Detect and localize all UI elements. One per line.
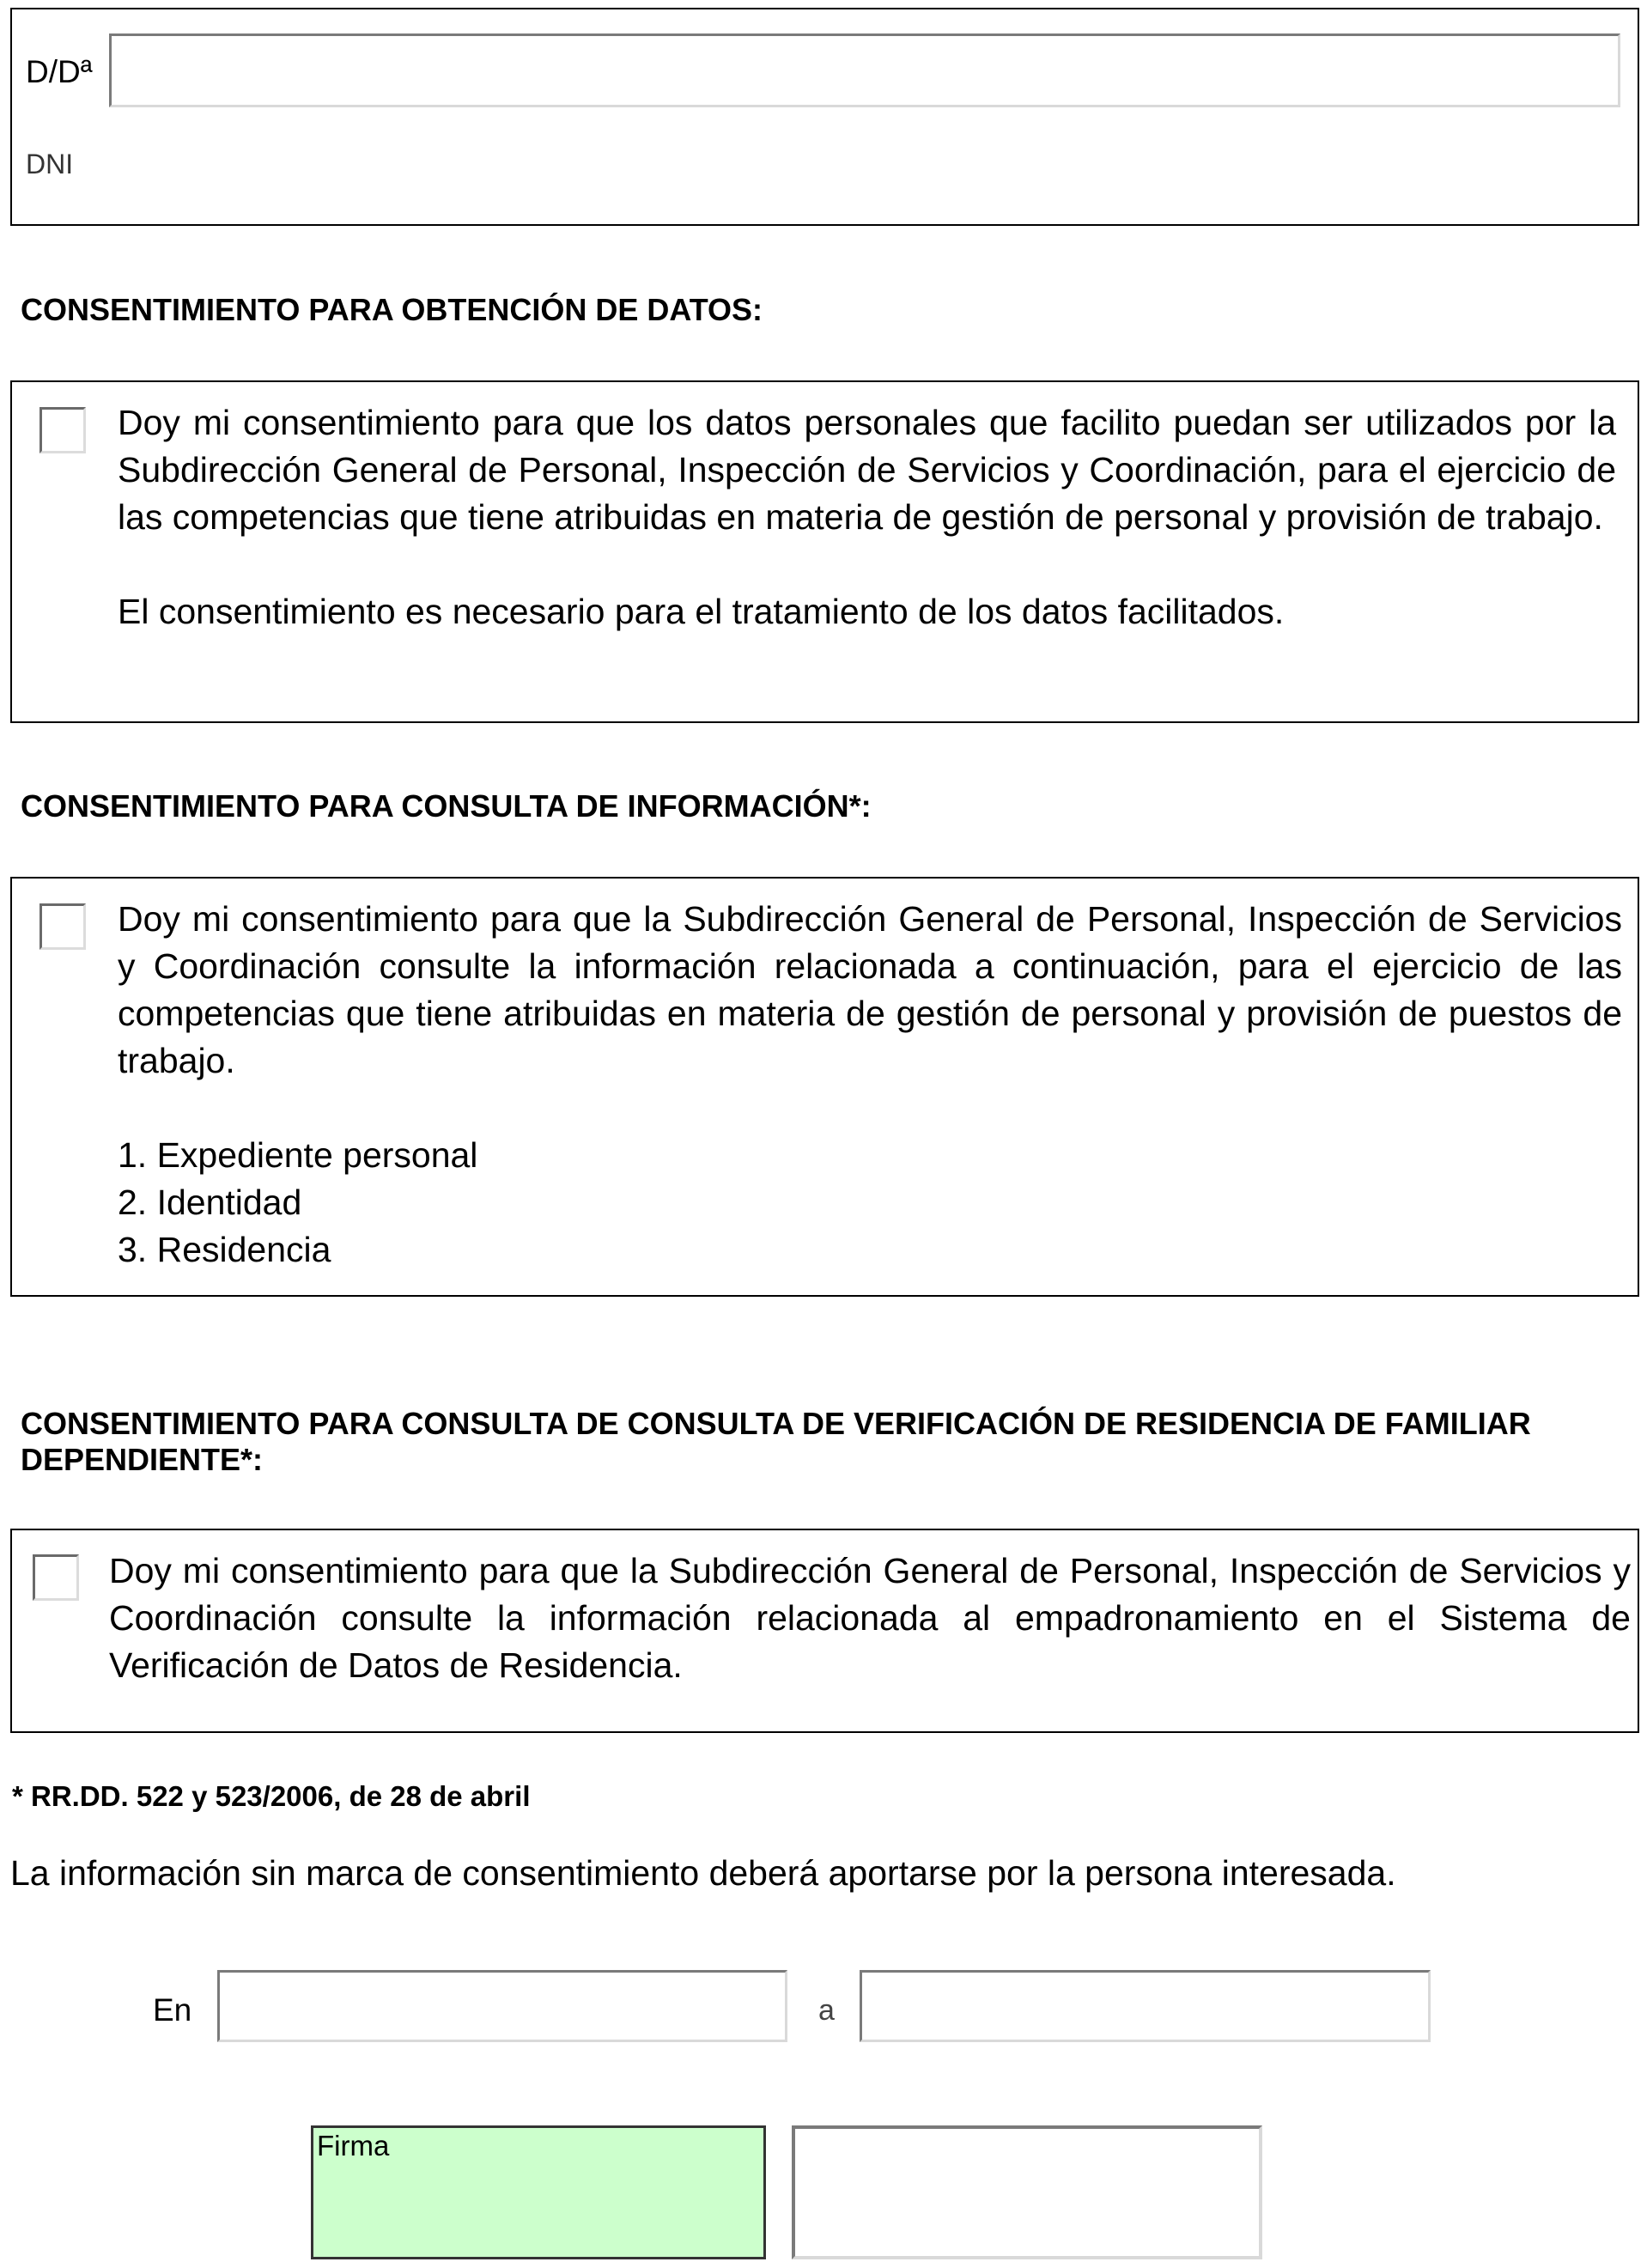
section1-consent-text: Doy mi consentimiento para que los datos personales que facilito puedan ser utilizados por la Subdirección General de Personal, Inspección de Servicios y Coordinación, para el ejercicio de las competencias que tiene atribuidas en materia de gestión de personal y provisión de trabajo. xyxy=(118,403,1616,537)
section2-consent-text: Doy mi consentimiento para que la Subdirección General de Personal, Inspección de Servicios y Coordinación consulte la información relacionada a continuación, para el ejercicio de las competencias que tiene atribuidas en materia de gestión de personal y provisión de puestos de trabajo. xyxy=(118,899,1622,1080)
signature-label-box xyxy=(311,2125,766,2259)
signature-label: Firma xyxy=(317,2130,390,2162)
list-item: 1. Expediente personal xyxy=(118,1135,478,1175)
section2-consent-checkbox[interactable] xyxy=(40,903,86,950)
section3-text xyxy=(109,1547,1631,1689)
place-label: En xyxy=(153,1992,192,2028)
name-input[interactable] xyxy=(109,33,1620,107)
section1-box xyxy=(10,380,1639,723)
section2-info-list xyxy=(118,1132,1622,1274)
section3-box xyxy=(10,1529,1639,1733)
notice-text: La información sin marca de consentimiento deberá aportarse por la persona interesada. xyxy=(10,1853,1396,1893)
section3-heading: CONSENTIMIENTO PARA CONSULTA DE CONSULTA DE VERIFICACIÓN DE RESIDENCIA DE FAMILIAR DEPENDIENTE*: xyxy=(21,1406,1531,1477)
section3-consent-text: Doy mi consentimiento para que la Subdirección General de Personal, Inspección de Servicios y Coordinación consulte la información relacionada al empadronamiento en el Sistema de Verificación de Datos de Residencia. xyxy=(109,1551,1631,1685)
date-input[interactable] xyxy=(860,1970,1431,2042)
signature-field[interactable] xyxy=(792,2125,1262,2259)
section1-heading: CONSENTIMIENTO PARA OBTENCIÓN DE DATOS: xyxy=(21,292,763,327)
section1-consent-checkbox[interactable] xyxy=(40,407,86,453)
name-label: D/Dª xyxy=(26,54,93,89)
section2-heading: CONSENTIMIENTO PARA CONSULTA DE INFORMACIÓN*: xyxy=(21,788,872,824)
section1-note: El consentimiento es necesario para el tratamiento de los datos facilitados. xyxy=(118,592,1285,631)
section2-text xyxy=(118,896,1622,1274)
section1-text xyxy=(118,399,1616,635)
footnote: * RR.DD. 522 y 523/2006, de 28 de abril xyxy=(12,1780,531,1812)
identity-box xyxy=(10,8,1639,226)
section2-box xyxy=(10,877,1639,1297)
date-label: a xyxy=(818,1994,835,2027)
place-input[interactable] xyxy=(217,1970,787,2042)
list-item: 3. Residencia xyxy=(118,1230,331,1269)
section3-consent-checkbox[interactable] xyxy=(33,1554,79,1601)
dni-label: DNI xyxy=(26,149,74,179)
list-item: 2. Identidad xyxy=(118,1183,302,1222)
